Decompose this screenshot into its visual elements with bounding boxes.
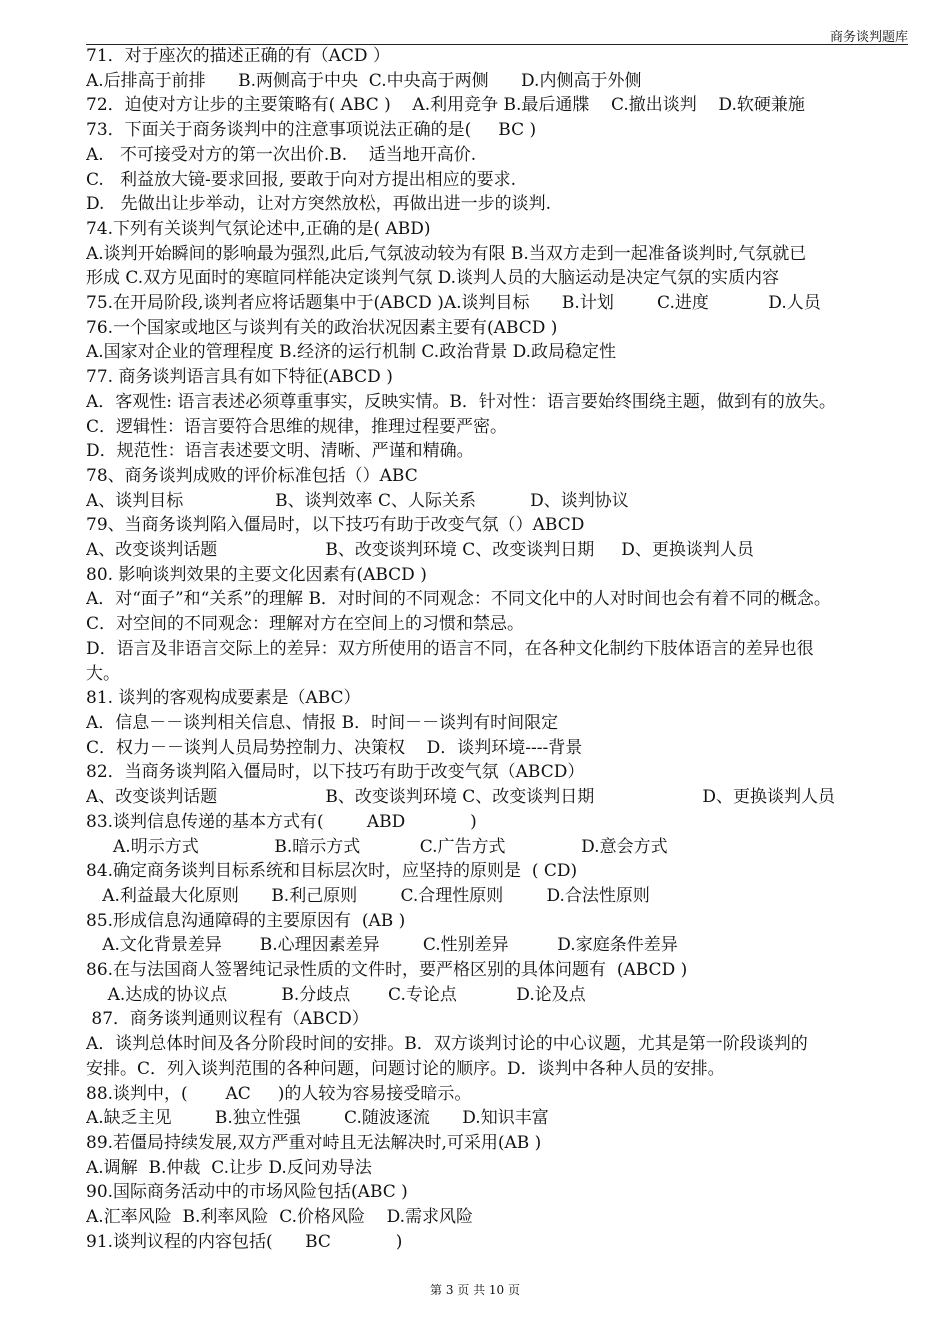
page-footer: 第 3 页 共 10 页 (430, 1283, 520, 1297)
text-line: 80. 影响谈判效果的主要文化因素有(ABCD ) (86, 564, 427, 585)
text-line: A.文化背景差异 B.心理因素差异 C.性别差异 D.家庭条件差异 (86, 935, 678, 956)
text-line: A.国家对企业的管理程度 B.经济的运行机制 C.政治背景 D.政局稳定性 (86, 342, 617, 363)
text-line: 87．商务谈判通则议程有（ABCD） (86, 1009, 369, 1030)
text-line: A.缺乏主见 B.独立性强 C.随波逐流 D.知识丰富 (86, 1108, 549, 1129)
text-line: D. 先做出让步举动，让对方突然放松，再做出进一步的谈判. (86, 194, 552, 215)
text-line: 安排。C．列入谈判范围的各种问题，问题讨论的顺序。D．谈判中各种人员的安排。 (86, 1058, 725, 1079)
text-line: 90.国际商务活动中的市场风险包括(ABC ) (86, 1182, 408, 1203)
text-line: C．逻辑性：语言要符合思维的规律，推理过程要严密。 (86, 416, 508, 437)
text-line: A.明示方式 B.暗示方式 C.广告方式 D.意会方式 (86, 836, 668, 857)
text-line: D．语言及非语言交际上的差异：双方所使用的语言不同，在各种文化制约下肢体语言的差异也很 (86, 638, 814, 659)
text-line: 89.若僵局持续发展,双方严重对峙且无法解决时,可采用(AB ) (86, 1132, 542, 1153)
text-line: 86.在与法国商人签署纯记录性质的文件时，要严格区别的具体问题有 (ABCD ) (86, 960, 688, 981)
text-line: A.达成的协议点 B.分歧点 C.专论点 D.论及点 (86, 984, 586, 1005)
text-line: 71．对于座次的描述正确的有（ACD ） (86, 46, 390, 66)
page-header (86, 24, 908, 45)
text-line: A.后排高于前排 B.两侧高于中央 C.中央高于两侧 D.内侧高于外侧 (86, 70, 642, 91)
text-line: 79、当商务谈判陷入僵局时，以下技巧有助于改变气氛（）ABCD (86, 515, 585, 536)
text-line: 83.谈判信息传递的基本方式有( ABD ) (86, 811, 477, 832)
text-line: C. 利益放大镜-要求回报, 要敢于向对方提出相应的要求. (86, 169, 516, 190)
text-line: A．对“面子”和“关系”的理解 B．对时间的不同观念：不同文化中的人对时间也会有着不同的概念。 (86, 589, 831, 610)
text-line: A．谈判总体时间及各分阶段时间的安排。B．双方谈判讨论的中心议题，尤其是第一阶段谈判的 (86, 1034, 808, 1055)
text-line: 78、商务谈判成败的评价标准包括（）ABC (86, 465, 418, 486)
text-line: 77. 商务谈判语言具有如下特征(ABCD ) (86, 367, 393, 388)
text-line: A．信息－－谈判相关信息、情报 B．时间－－谈判有时间限定 (86, 712, 559, 733)
text-line: A.调解 B.仲裁 C.让步 D.反问劝导法 (86, 1157, 372, 1178)
text-line: A.谈判开始瞬间的影响最为强烈,此后,气氛波动较为有限 B.当双方走到一起准备谈判时,气氛就已 (86, 243, 807, 264)
text-line: A. 不可接受对方的第一次出价.B. 适当地开高价. (86, 144, 477, 165)
text-line: 76.一个国家或地区与谈判有关的政治状况因素主要有(ABCD ) (86, 317, 558, 338)
header-title: 商务谈判题库 (829, 30, 908, 45)
text-line: 91.谈判议程的内容包括( BC ) (86, 1231, 403, 1252)
text-line: 72．迫使对方让步的主要策略有( ABC ) A.利用竞争 B.最后通牒 C.撤出谈判 D.软硬兼施 (86, 95, 805, 116)
text-line: 84.确定商务谈判目标系统和目标层次时，应坚持的原则是 ( CD) (86, 861, 578, 882)
text-line: A、谈判目标 B、谈判效率 C、人际关系 D、谈判协议 (86, 490, 629, 511)
text-line: 85.形成信息沟通障碍的主要原因有 (AB ) (86, 910, 406, 931)
text-line: 大。 (86, 663, 120, 684)
text-line: 73．下面关于商务谈判中的注意事项说法正确的是( BC ) (86, 120, 537, 141)
text-line: C．对空间的不同观念：理解对方在空间上的习惯和禁忌。 (86, 614, 525, 635)
text-line: 75.在开局阶段,谈判者应将话题集中于(ABCD )A.谈判目标 B.计划 C.进度 D.人员 (86, 293, 821, 314)
text-line: A、改变谈判话题 B、改变谈判环境 C、改变谈判日期 D、更换谈判人员 (86, 787, 835, 808)
text-line: 形成 C.双方见面时的寒暄同样能决定谈判气氛 D.谈判人员的大脑运动是决定气氛的实质内容 (86, 268, 780, 289)
text-line: C．权力－－谈判人员局势控制力、决策权 D．谈判环境----背景 (86, 737, 583, 758)
text-line: A、改变谈判话题 B、改变谈判环境 C、改变谈判日期 D、更换谈判人员 (86, 540, 754, 561)
text-line: A．客观性: 语言表述必须尊重事实，反映实情。B．针对性：语言要始终围绕主题，做到有的放失。 (86, 391, 836, 412)
text-line: A.汇率风险 B.利率风险 C.价格风险 D.需求风险 (86, 1207, 474, 1228)
text-line: 74.下列有关谈判气氛论述中,正确的是( ABD) (86, 218, 431, 239)
text-line: A.利益最大化原则 B.利己原则 C.合理性原则 D.合法性原则 (86, 885, 650, 906)
document-body (86, 44, 912, 1254)
text-line: 81. 谈判的客观构成要素是（ABC） (86, 688, 361, 709)
text-line: 88.谈判中，( AC )的人较为容易接受暗示。 (86, 1083, 472, 1104)
text-line: 82．当商务谈判陷入僵局时，以下技巧有助于改变气氛（ABCD） (86, 762, 585, 783)
text-line: D．规范性：语言表述要文明、清晰、严谨和精确。 (86, 441, 474, 462)
